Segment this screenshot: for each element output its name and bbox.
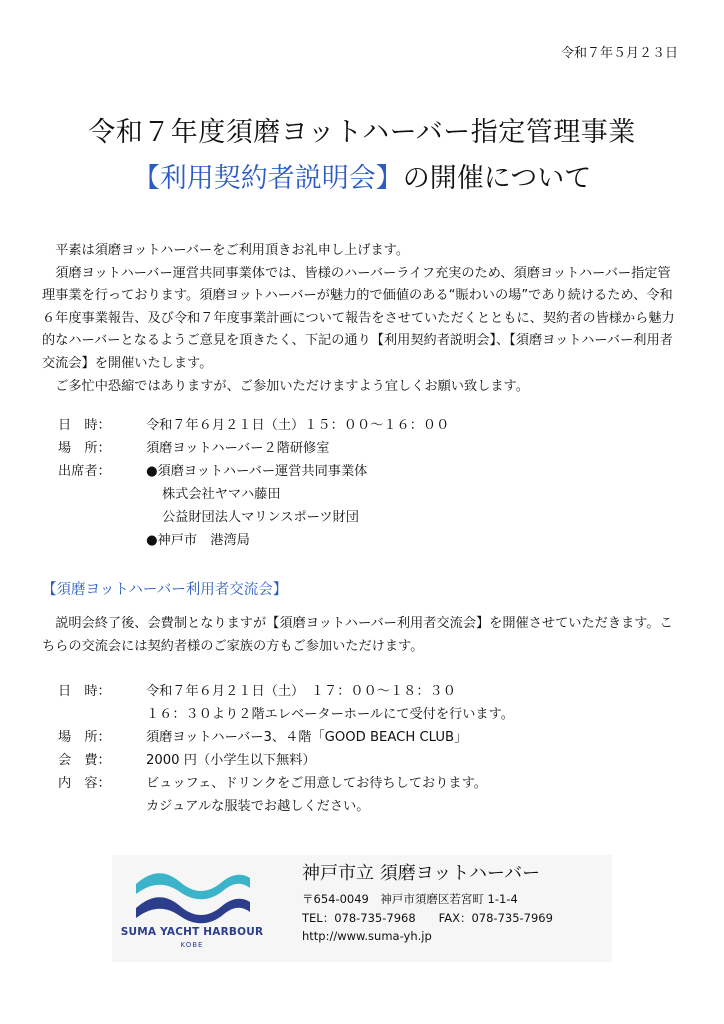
page-title-line2 [0,156,724,195]
page-title-line1: 令和７年度須磨ヨットハーバー指定管理事業 [88,117,636,148]
exchange-datetime-value: 令和７年６月２１日（土） １７：００～１８：３０ [146,684,456,699]
meeting-datetime-row [58,414,449,437]
intro-paragraph: 須磨ヨットハーバー運営共同事業体では、皆様のハーバーライフ充実のため、須磨ヨットハーバー指定管理事業を行っております。須磨ヨットハーバーが魅力的で価値のある“賑わいの場”であり続けるため、令和６年度事業報告、及び令和７年度事業計画について報告をさせていただくとともに、契約者の皆様から魅力的なハーバーとなるようご意見を頂きたく、下記の通り【利用契約者説明会】、【須磨ヨットハーバー利用者交流会】を開催いたします。 [42,265,675,371]
document-date: 令和７年５月２３日 [560,46,678,61]
exchange-fee-row [58,749,514,772]
exchange-place-row [58,726,514,749]
exchange-datetime-label: 日 時： [58,684,111,699]
attendee-item: ●須磨ヨットハーバー運営共同事業体 [146,464,368,479]
address-text: 〒654-0049 神戸市須磨区若宮町 1-1-4 [302,892,518,906]
exchange-fee-label: 会 費： [58,753,111,768]
exchange-datetime-row [58,680,514,703]
contact-block [302,862,553,946]
exchange-heading: 【須磨ヨットハーバー利用者交流会】 [42,582,288,598]
logo-subtext: KOBE [180,941,204,949]
exchange-content-value: ビュッフェ、ドリンクをご用意してお待ちしております。 [146,776,487,791]
meeting-place-label: 場 所： [58,441,111,456]
logo-text: SUMA YACHT HARBOUR [120,926,264,938]
attendee-item: ●神戸市 港湾局 [146,533,250,548]
meeting-attendees-row [58,460,449,483]
wave-logo-icon [132,868,252,924]
wave-bottom-shape [136,897,250,923]
exchange-paragraph: 説明会終了後、会費制となりますが【須磨ヨットハーバー利用者交流会】を開催させていただきます。こちらの交流会には契約者様のご家族の方もご参加いただけます。 [42,616,673,654]
title-highlight: 【利用契約者説明会】 [132,163,403,194]
intro-paragraph: 平素は須磨ヨットハーバーをご利用頂きお礼申し上げます。 [55,243,410,258]
exchange-datetime-note: １６：３０より２階エレベーターホールにて受付を行います。 [146,707,514,722]
meeting-place-row [58,437,449,460]
harbour-logo [112,868,272,949]
organization-name: 神戸市立 須磨ヨットハーバー [302,863,541,884]
exchange-details [58,680,514,818]
meeting-details [58,414,449,552]
exchange-body [42,612,682,658]
meeting-datetime-value: 令和７年６月２１日（土）１５：００～１６：００ [146,418,450,433]
exchange-place-label: 場 所： [58,730,111,745]
meeting-place-value: 須磨ヨットハーバー２階研修室 [146,441,330,456]
website-link[interactable]: http://www.suma-yh.jp [302,929,432,943]
exchange-content-label: 内 容： [58,776,111,791]
exchange-fee-value: 2000 円（小学生以下無料） [146,753,316,768]
exchange-place-value: 須磨ヨットハーバー3、４階「GOOD BEACH CLUB」 [146,730,468,745]
intro-paragraph: ご多忙中恐縮ではありますが、ご参加いただけますよう宜しくお願い致します。 [55,378,529,394]
intro-text [42,240,682,398]
exchange-content-note: カジュアルな服装でお越しください。 [146,799,370,814]
attendee-item: 株式会社ヤマハ藤田 [162,487,281,502]
exchange-content-row [58,772,514,795]
phone-fax-text: TEL：078-735-7968 FAX：078-735-7969 [302,910,553,925]
meeting-attendees-label: 出席者： [58,464,111,479]
meeting-datetime-label: 日 時： [58,418,111,433]
attendee-item: 公益財団法人マリンスポーツ財団 [162,510,359,525]
wave-top-shape [136,873,250,899]
title-rest: の開催について [402,163,592,194]
